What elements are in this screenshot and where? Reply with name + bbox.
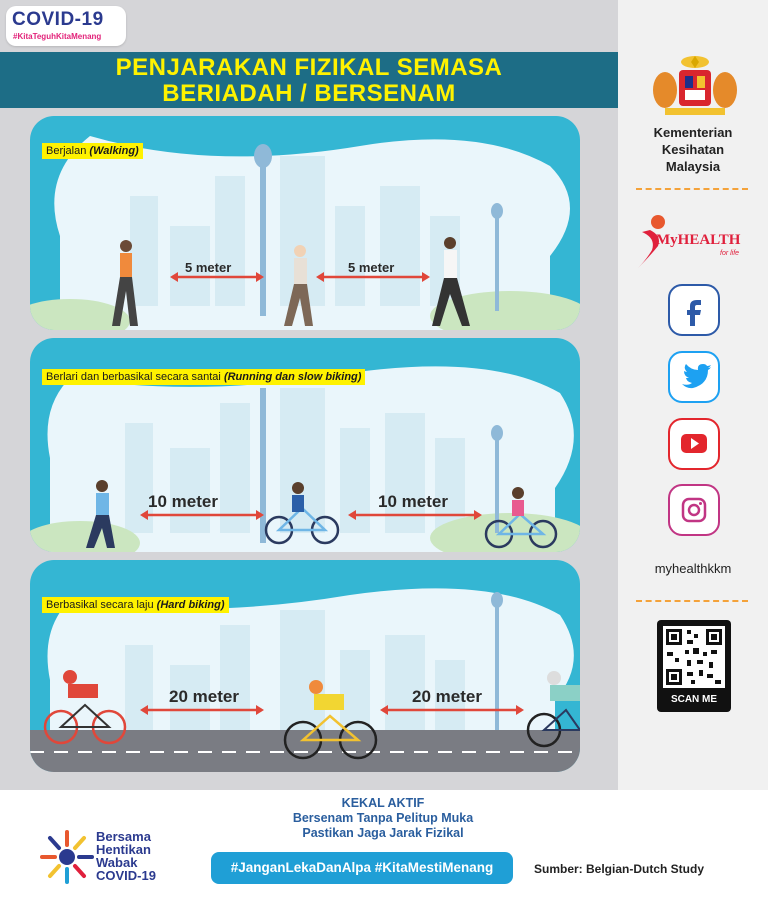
facebook-icon bbox=[670, 286, 718, 334]
title-line-1: PENJARAKAN FIZIKAL SEMASA bbox=[115, 54, 503, 81]
kekal-line-2: Bersenam Tanpa Pelitup Muka bbox=[292, 811, 474, 825]
hard-biking-scene-illustration bbox=[30, 560, 580, 772]
walking-label bbox=[42, 143, 143, 159]
qr-code-icon bbox=[663, 626, 725, 688]
ministry-line-2: Kesihatan bbox=[661, 142, 725, 157]
instagram-button[interactable] bbox=[668, 484, 720, 536]
running-label-text: Berlari dan berbasikal secara santai bbox=[46, 371, 224, 383]
instagram-icon bbox=[670, 486, 718, 534]
hard-biking-panel bbox=[30, 560, 580, 772]
title-line-2: BERIADAH / BERSENAM bbox=[162, 80, 456, 107]
covid-badge bbox=[6, 6, 126, 46]
ministry-name bbox=[618, 124, 768, 175]
running-panel bbox=[30, 338, 580, 552]
covid-badge-hashtag: #KitaTeguhKitaMenang bbox=[13, 32, 102, 41]
qr-code[interactable] bbox=[657, 620, 731, 712]
myhealth-logo bbox=[632, 212, 762, 272]
source-credit: Sumber: Belgian-Dutch Study bbox=[534, 862, 705, 876]
walking-label-text: Berjalan bbox=[46, 145, 90, 157]
hard-biking-label bbox=[42, 597, 229, 613]
youtube-button[interactable] bbox=[668, 418, 720, 470]
covid-badge-title: COVID-19 bbox=[12, 9, 104, 30]
hashtag-banner: #JanganLekaDanAlpa #KitaMestiMenang bbox=[211, 852, 513, 884]
malaysia-coat-of-arms-logo bbox=[651, 56, 739, 116]
kekal-line-3: Pastikan Jaga Jarak Fizikal bbox=[302, 826, 464, 840]
kekal-title: KEKAL AKTIF bbox=[341, 796, 425, 810]
twitter-icon bbox=[670, 353, 718, 401]
hard-biking-distance-right: 20 meter bbox=[412, 687, 482, 706]
myhealth-wordmark: MyHEALTH bbox=[656, 232, 741, 248]
campaign-line-2: Hentikan bbox=[96, 842, 151, 857]
running-distance-left: 10 meter bbox=[148, 492, 218, 511]
running-label bbox=[42, 369, 365, 385]
walking-panel bbox=[30, 116, 580, 330]
campaign-sun-logo bbox=[38, 828, 96, 886]
social-handle: myhealthkkm bbox=[654, 561, 732, 576]
walking-label-italic: (Walking) bbox=[89, 145, 139, 157]
divider bbox=[636, 600, 748, 602]
campaign-line-4: COVID-19 bbox=[96, 868, 156, 883]
hard-biking-label-italic: (Hard biking) bbox=[156, 599, 225, 611]
running-label-italic: (Running dan slow biking) bbox=[223, 371, 362, 383]
divider bbox=[636, 188, 748, 190]
hard-biking-label-text: Berbasikal secara laju bbox=[46, 599, 157, 611]
campaign-line-3: Wabak bbox=[96, 855, 138, 870]
twitter-button[interactable] bbox=[668, 351, 720, 403]
kekal-aktif-message bbox=[238, 796, 528, 841]
walking-distance-right: 5 meter bbox=[348, 260, 395, 275]
campaign-slogan bbox=[96, 830, 156, 882]
campaign-line-1: Bersama bbox=[96, 829, 151, 844]
ministry-line-3: Malaysia bbox=[665, 159, 721, 174]
hard-biking-distance-left: 20 meter bbox=[169, 687, 239, 706]
qr-pattern bbox=[663, 626, 725, 688]
running-distance-right: 10 meter bbox=[378, 492, 448, 511]
walking-distance-left: 5 meter bbox=[185, 260, 232, 275]
myhealth-tagline: for life bbox=[720, 250, 740, 257]
title-banner bbox=[0, 52, 618, 108]
youtube-icon bbox=[670, 420, 718, 468]
scan-me-label: SCAN ME bbox=[670, 694, 718, 705]
facebook-button[interactable] bbox=[668, 284, 720, 336]
ministry-line-1: Kementerian bbox=[653, 125, 733, 140]
